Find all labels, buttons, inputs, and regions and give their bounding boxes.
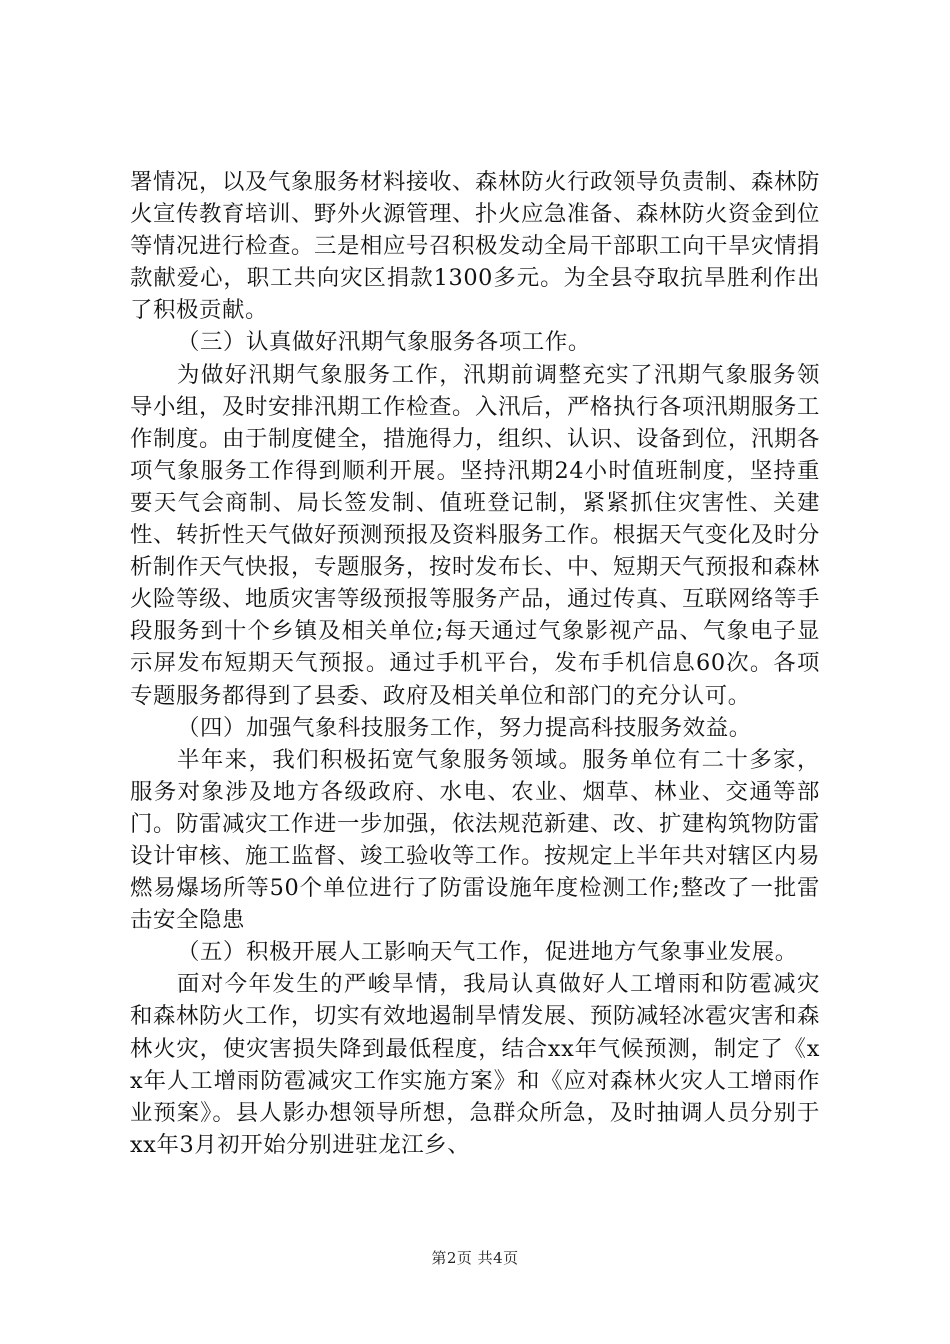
section-heading-3: （三）认真做好汛期气象服务各项工作。 — [177, 329, 591, 356]
document-body — [130, 166, 820, 1161]
paragraph-continuation: 署情况，以及气象服务材料接收、森林防火行政领导负责制、森林防火宣传教育培训、野外火源管理、扑火应急准备、森林防火资金到位等情况进行检查。三是相应号召积极发动全局干部职工向干旱灾情捐款献爱心，职工共向灾区捐款1300多元。为全县夺取抗旱胜利作出了积极贡献。 — [130, 169, 820, 324]
paragraph-tech-service: 半年来，我们积极拓宽气象服务领域。服务单位有二十多家，服务对象涉及地方各级政府、水电、农业、烟草、林业、交通等部门。防雷减灾工作进一步加强，依法规范新建、改、扩建构筑物防雷设计审核、施工监督、竣工验收等工作。按规定上半年共对辖区内易燃易爆场所等50个单位进行了防雷设施年度检测工作;整改了一批雷击安全隐患 — [130, 746, 820, 934]
paragraph-weather-modification: 面对今年发生的严峻旱情，我局认真做好人工增雨和防雹减灾和森林防火工作，切实有效地遏制旱情发展、预防减轻冰雹灾害和森林火灾，使灾害损失降到最低程度，结合xx年气候预测，制定了《xx年人工增雨防雹减灾工作实施方案》和《应对森林火灾人工增雨作业预案》。县人影办想领导所想，急群众所急，及时抽调人员分别于xx年3月初开始分别进驻龙江乡、 — [130, 971, 820, 1158]
section-heading-4: （四）加强气象科技服务工作，努力提高科技服务效益。 — [177, 714, 752, 741]
paragraph-flood-season: 为做好汛期气象服务工作，汛期前调整充实了汛期气象服务领导小组，及时安排汛期工作检查。入汛后，严格执行各项汛期服务工作制度。由于制度健全，措施得力，组织、认识、设备到位，汛期各项气象服务工作得到顺利开展。坚持汛期24小时值班制度，坚持重要天气会商制、局长签发制、值班登记制，紧紧抓住灾害性、关建性、转折性天气做好预测预报及资料服务工作。根据天气变化及时分析制作天气快报，专题服务，按时发布长、中、短期天气预报和森林火险等级、地质灾害等级预报等服务产品，通过传真、互联网络等手段服务到十个乡镇及相关单位;每天通过气象影视产品、气象电子显示屏发布短期天气预报。通过手机平台，发布手机信息60次。各项专题服务都得到了县委、政府及相关单位和部门的充分认可。 — [130, 361, 820, 709]
section-heading-5: （五）积极开展人工影响天气工作，促进地方气象事业发展。 — [177, 939, 798, 966]
page-footer: 第2页 共4页 — [431, 1249, 519, 1267]
